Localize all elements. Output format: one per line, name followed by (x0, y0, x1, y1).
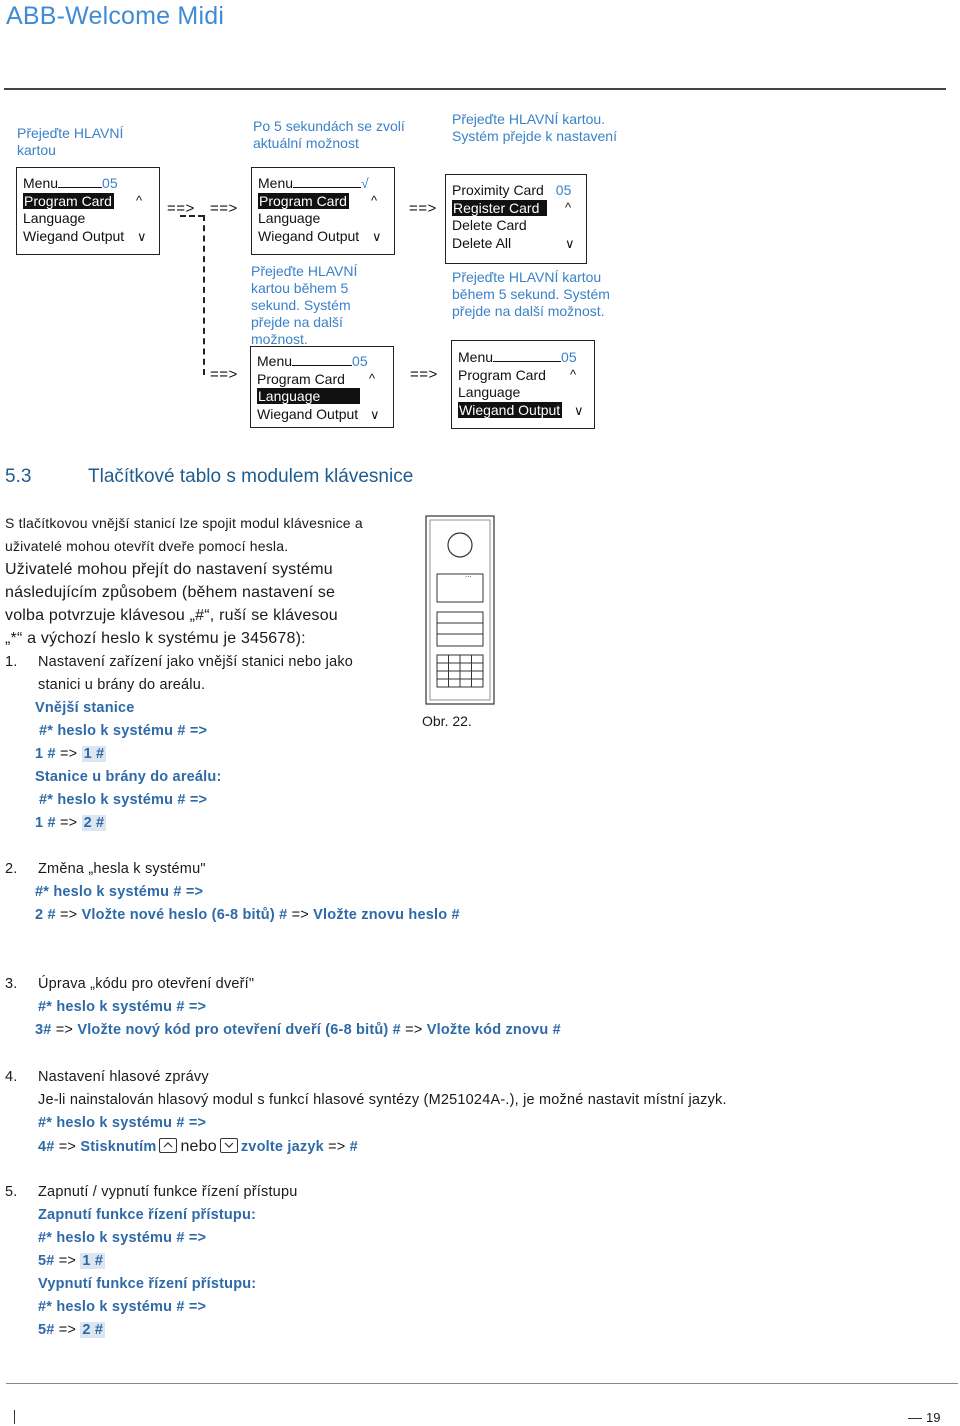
menu-item: Wiegand Output (257, 405, 359, 422)
code-line: #* heslo k systému # => (38, 1115, 207, 1131)
page-number: 19 (926, 1410, 941, 1425)
menu-label: Proximity Card (452, 182, 544, 198)
menu-label: Menu (458, 349, 494, 365)
code-line (38, 1135, 358, 1159)
down-key-icon (220, 1138, 238, 1153)
code-arrow: => (55, 815, 82, 831)
code-heading: Zapnutí funkce řízení přístupu: (38, 1207, 257, 1223)
list-number: 4. (5, 1069, 18, 1085)
flow-arrow: ==> (409, 200, 437, 217)
code-arrow: => (51, 1022, 78, 1038)
caption-next-option-left: Přejeďte HLAVNÍ kartou během 5 sekund. Systém přejde na další možnost. (251, 263, 358, 347)
code-text: nebo (180, 1138, 217, 1155)
list-number: 2. (5, 861, 18, 877)
menu-item: Delete All (452, 234, 512, 251)
menu-number: 05 (352, 353, 368, 369)
intro-line: Uživatelé mohou přejít do nastavení systému (5, 561, 333, 578)
code-line: #* heslo k systému # => (38, 999, 207, 1015)
code-line (35, 904, 460, 927)
down-arrow-icon: ∨ (137, 228, 147, 244)
header-rule (4, 88, 946, 90)
code-text: 3# (35, 1022, 52, 1038)
menu-item: Wiegand Output (23, 227, 125, 244)
code-line: #* heslo k systému # => (35, 884, 204, 900)
proximity-card-box (445, 174, 587, 264)
code-text: Stisknutím (80, 1139, 157, 1155)
code-text: Vložte nový kód pro otevření dveří (6-8 bitů) # (77, 1022, 401, 1038)
code-line: #* heslo k systému # => (38, 1230, 207, 1246)
code-value: 2 # (83, 815, 105, 831)
footer-rule (6, 1383, 958, 1384)
menu-box-confirmed (251, 167, 395, 255)
menu-box-initial (16, 167, 160, 255)
menu-item: Delete Card (452, 217, 527, 233)
code-text: 2 # (35, 907, 56, 923)
list-text: Je-li nainstalován hlasový modul s funkcí hlasové syntézy (M251024A-.), je možné nastavit místní jazyk. (38, 1092, 727, 1108)
caption-next-option-right: Přejeďte HLAVNÍ kartou během 5 sekund. Systém přejde na další možnost. (452, 269, 610, 319)
dashed-connector (203, 215, 205, 375)
code-text: 5# (38, 1253, 55, 1269)
up-arrow-icon: ^ (371, 192, 378, 208)
code-text: # (349, 1139, 358, 1155)
list-number: 1. (5, 654, 18, 670)
code-value: 2 # (82, 1322, 104, 1338)
code-line (35, 1019, 561, 1042)
down-arrow-icon: ∨ (574, 402, 584, 418)
list-text: Zapnutí / vypnutí funkce řízení přístupu (38, 1184, 298, 1200)
menu-number: 05 (561, 349, 577, 365)
menu-box-language (250, 346, 394, 428)
code-heading: Vnější stanice (35, 700, 135, 716)
down-arrow-icon: ∨ (372, 228, 382, 244)
code-text: zvolte jazyk (240, 1139, 324, 1155)
figure-caption: Obr. 22. (422, 713, 472, 729)
menu-item: Program Card (257, 370, 345, 387)
selected-item: Program Card (24, 192, 112, 209)
code-line (38, 1319, 105, 1342)
list-text: Změna „hesla k systému" (38, 861, 206, 877)
menu-label: Menu (257, 353, 293, 369)
down-arrow-icon: ∨ (565, 235, 575, 251)
up-arrow-icon: ^ (369, 370, 376, 386)
intro-line: „*“ a výchozí heslo k systému je 345678): (5, 630, 306, 647)
caption-five-seconds: Po 5 sekundách se zvolí aktuální možnost (253, 118, 405, 151)
code-line (35, 743, 106, 766)
up-arrow-icon: ^ (565, 199, 572, 215)
code-line (39, 720, 207, 743)
keypad-panel-illustration (425, 515, 495, 705)
flow-arrow: ==> (410, 366, 438, 383)
intro-line: následujícím způsobem (během nastavení se (5, 584, 336, 601)
up-arrow-icon: ^ (570, 366, 577, 382)
list-number: 3. (5, 976, 18, 992)
code-text: #* heslo k systému # => (39, 723, 208, 739)
code-arrow: => (323, 1139, 350, 1155)
flow-arrow: ==> (167, 200, 195, 217)
dashed-connector (180, 215, 204, 217)
intro-line: volba potvrzuje klávesou „#“, ruší se klávesou (5, 607, 338, 624)
selected-item: Wiegand Output (459, 401, 561, 418)
list-number: 5. (5, 1184, 18, 1200)
selected-item: Register Card (452, 200, 547, 216)
menu-number: 05 (102, 175, 118, 191)
code-arrow: => (54, 1322, 81, 1338)
code-arrow: => (400, 1022, 427, 1038)
code-text: Vložte kód znovu # (426, 1022, 561, 1038)
code-text: 5# (38, 1322, 55, 1338)
code-arrow: => (55, 907, 82, 923)
code-heading: Vypnutí funkce řízení přístupu: (38, 1276, 257, 1292)
code-heading: Stanice u brány do areálu: (35, 769, 222, 785)
svg-text:···: ··· (465, 573, 472, 581)
code-text: 1 # (35, 746, 56, 762)
document-title: ABB-Welcome Midi (6, 2, 225, 30)
code-value: 1 # (83, 746, 105, 762)
code-arrow: => (54, 1253, 81, 1269)
list-text: Nastavení zařízení jako vnější stanici nebo jako (38, 654, 354, 670)
list-text: Nastavení hlasové zprávy (38, 1069, 209, 1085)
menu-number: 05 (555, 182, 572, 198)
menu-item: Language (258, 210, 321, 226)
code-arrow: => (287, 907, 314, 923)
up-arrow-icon: ^ (136, 192, 143, 208)
section-number: 5.3 (5, 466, 32, 487)
menu-item: Program Card (458, 366, 546, 383)
intro-line: uživatelé mohou otevřít dveře pomocí hesla. (5, 538, 289, 554)
menu-item: Language (458, 384, 521, 400)
list-text: Úprava „kódu pro otevření dveří" (38, 976, 255, 992)
caption-enter-settings: Přejeďte HLAVNÍ kartou. Systém přejde k nastavení (452, 111, 617, 144)
flow-arrow: ==> (210, 200, 238, 217)
menu-label: Menu (258, 175, 294, 191)
code-arrow: => (54, 1139, 81, 1155)
code-line: #* heslo k systému # => (39, 792, 208, 808)
footer-dash (908, 1418, 922, 1419)
flow-arrow: ==> (210, 366, 238, 383)
menu-box-wiegand (451, 340, 595, 429)
section-title: Tlačítkové tablo s modulem klávesnice (88, 466, 414, 487)
intro-line: S tlačítkovou vnější stanicí lze spojit modul klávesnice a (5, 515, 363, 531)
selected-item: Language (257, 388, 360, 404)
up-key-icon (159, 1138, 177, 1153)
check-icon: √ (361, 175, 369, 191)
footer-marker (14, 1410, 15, 1424)
list-text: stanici u brány do areálu. (38, 677, 206, 693)
down-arrow-icon: ∨ (370, 406, 380, 422)
code-value: 1 # (82, 1253, 104, 1269)
code-text: 1 # (35, 815, 56, 831)
code-text: Vložte nové heslo (6-8 bitů) # (81, 907, 288, 923)
caption-swipe-main: Přejeďte HLAVNÍ kartou (17, 125, 124, 158)
selected-item: Program Card (259, 192, 347, 209)
code-arrow: => (55, 746, 82, 762)
code-line (38, 1250, 105, 1273)
code-line: #* heslo k systému # => (38, 1299, 207, 1315)
code-text: 4# (38, 1139, 55, 1155)
menu-item: Wiegand Output (258, 227, 360, 244)
menu-label: Menu (23, 175, 59, 191)
menu-item: Language (23, 210, 86, 226)
code-line (35, 812, 106, 835)
code-text: Vložte znovu heslo # (313, 907, 460, 923)
